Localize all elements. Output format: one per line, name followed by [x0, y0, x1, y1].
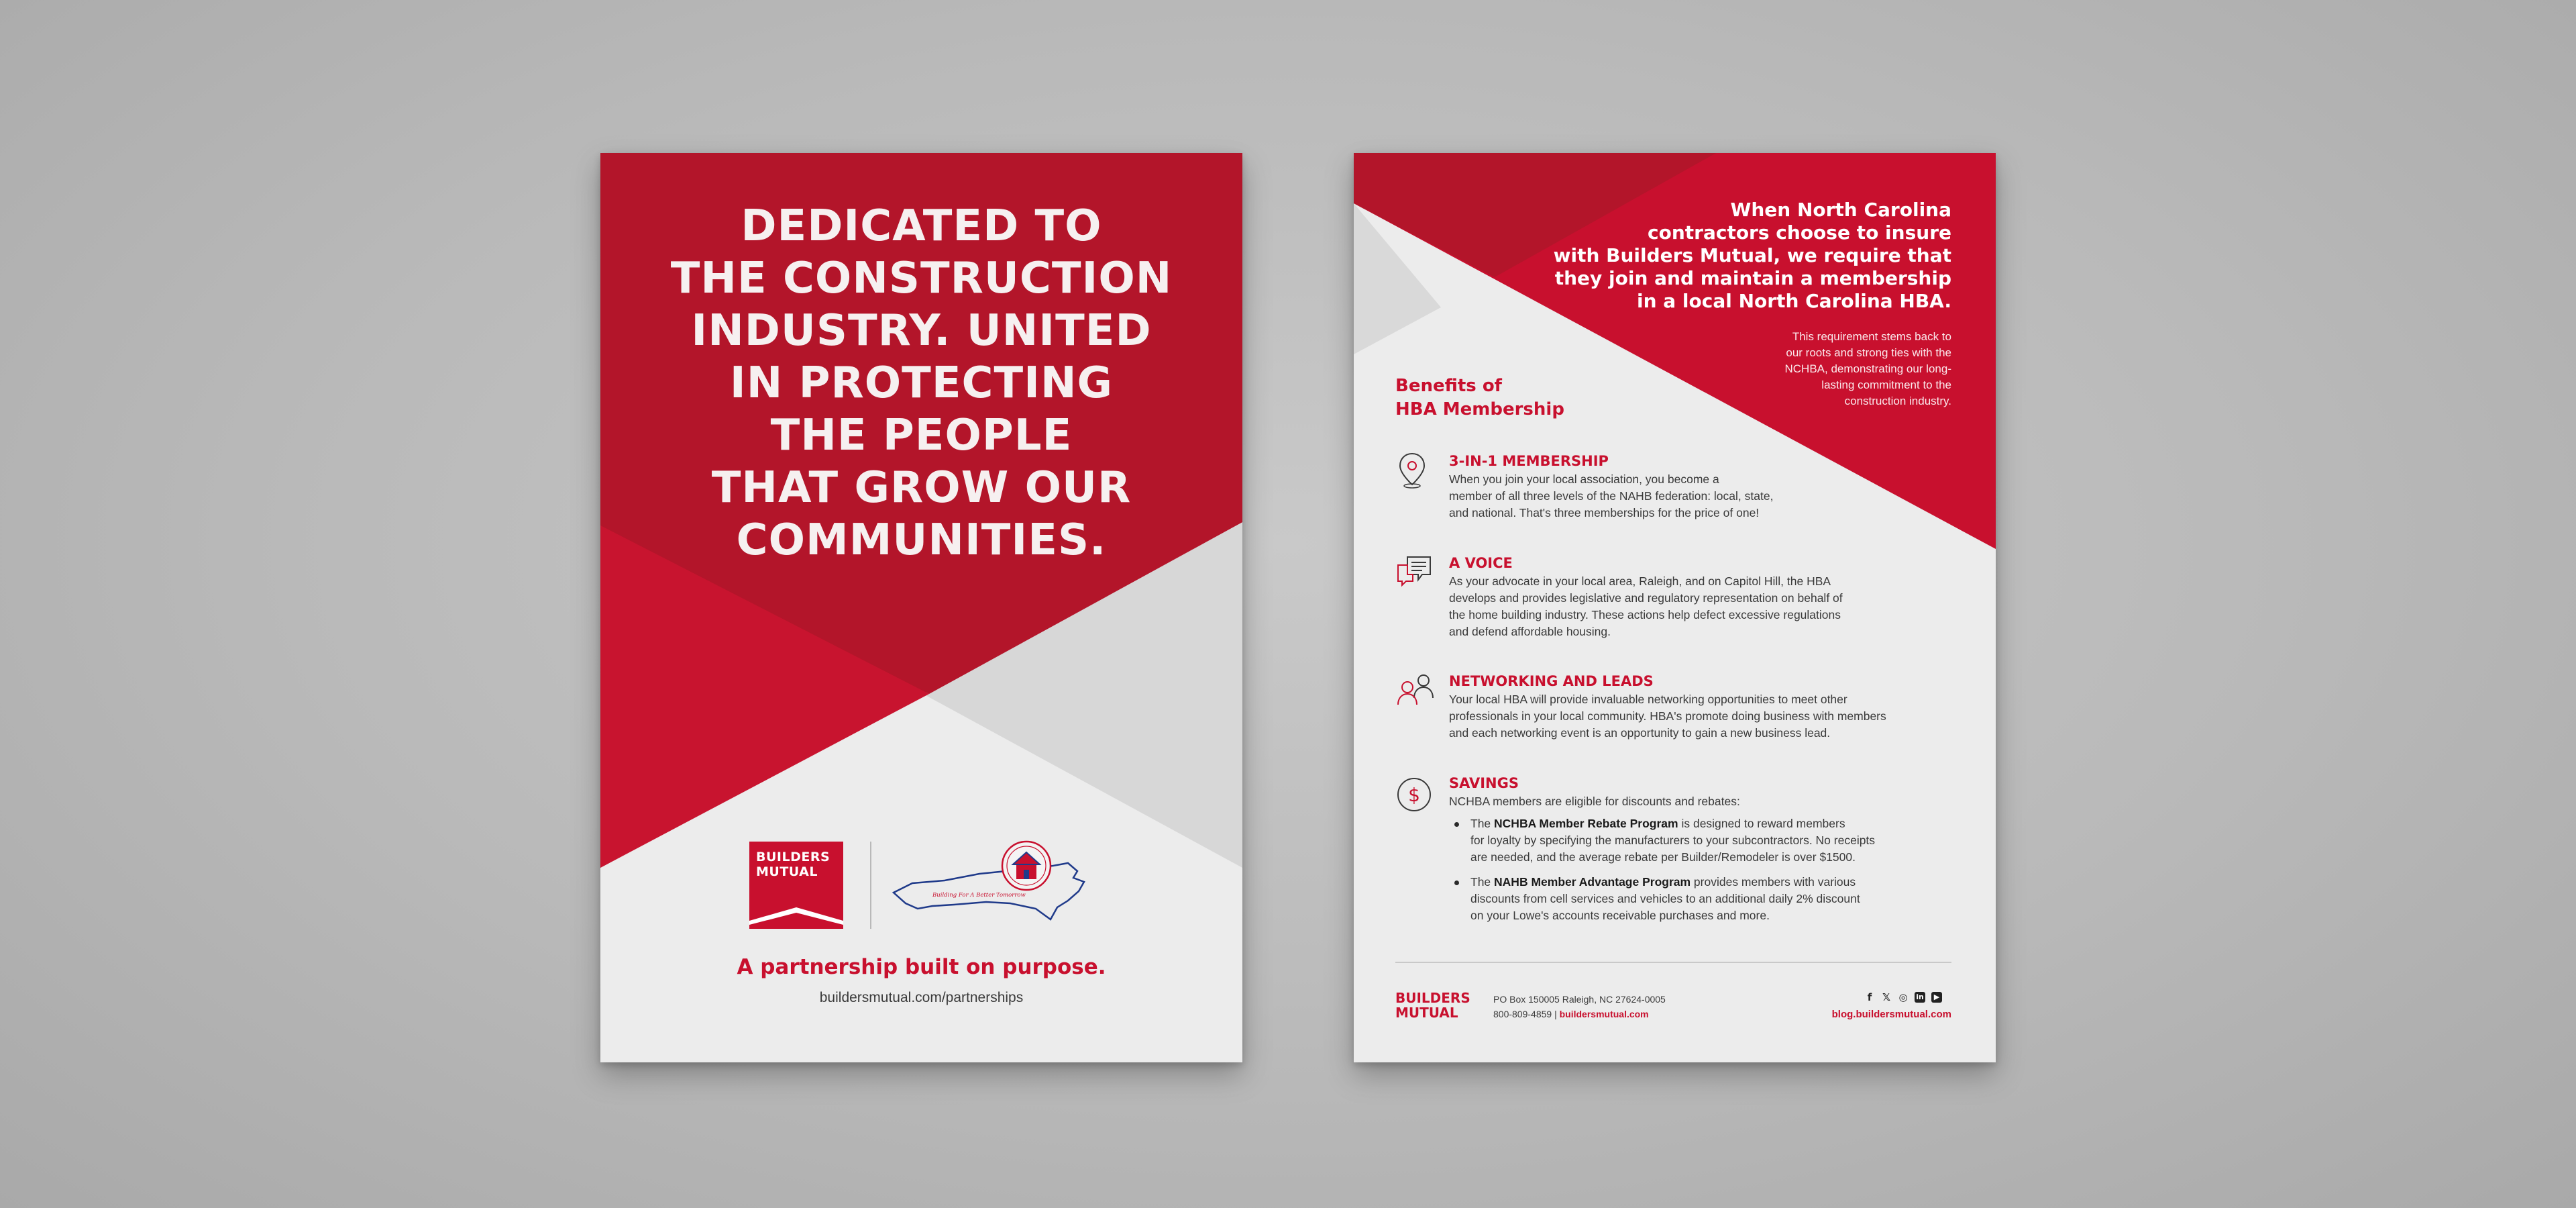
benefit-text	[1449, 793, 1959, 810]
subtext-line: This requirement stems back to	[1792, 330, 1951, 343]
chat-bubbles-icon	[1395, 554, 1433, 588]
benefit-line: develops and provides legislative and regulatory representation on behalf of	[1449, 591, 1843, 605]
headline-line: THAT GROW OUR	[711, 463, 1132, 513]
benefit-line: and each networking event is an opportunity to gain a new business lead.	[1449, 726, 1831, 740]
location-pin-icon	[1395, 451, 1429, 489]
benefit-networking	[1449, 672, 1959, 742]
builders-mutual-logo	[749, 842, 843, 929]
bullet-text: The	[1470, 817, 1495, 830]
headline-line: INDUSTRY. UNITED	[691, 306, 1152, 356]
instagram-icon[interactable]: ◎	[1898, 991, 1908, 1003]
roof-icon	[749, 889, 843, 929]
intro-subtext	[1710, 329, 1951, 409]
benefit-line: professionals in your local community. HBA's promote doing business with members	[1449, 709, 1886, 723]
footer-blog-link[interactable]: blog.buildersmutual.com	[1831, 1009, 1951, 1020]
front-tagline: A partnership built on purpose.	[737, 955, 1106, 979]
subtext-line: our roots and strong ties with the	[1786, 346, 1951, 359]
benefit-title: SAVINGS	[1449, 775, 1519, 791]
benefits-title-line: Benefits of	[1395, 376, 1502, 396]
flyer-back	[1354, 153, 1996, 1062]
partner-logo-text: Building For A Better Tomorrow	[932, 892, 1026, 899]
social-icons	[1864, 992, 1942, 1003]
intro-line: When North Carolina	[1730, 199, 1951, 221]
footer-contact	[1493, 992, 1666, 1021]
bullet-line: for loyalty by specifying the manufacturers to your subcontractors. No receipts	[1470, 834, 1876, 847]
x-twitter-icon[interactable]: 𝕏	[1882, 991, 1891, 1003]
benefit-line: the home building industry. These actions help defect excessive regulations	[1449, 608, 1841, 621]
benefit-line: As your advocate in your local area, Raleigh, and on Capitol Hill, the HBA	[1449, 574, 1831, 588]
logo-divider	[870, 842, 871, 929]
bullet-text: The	[1470, 875, 1495, 889]
benefit-title: 3-IN-1 MEMBERSHIP	[1449, 453, 1609, 469]
bullet-line: are needed, and the average rebate per Builder/Remodeler is over $1500.	[1470, 850, 1856, 864]
program-name: NCHBA Member Rebate Program	[1494, 817, 1678, 830]
bullet-line: discounts from cell services and vehicles to an additional daily 2% discount	[1470, 892, 1860, 905]
benefits-title	[1395, 374, 1564, 421]
program-name: NAHB Member Advantage Program	[1494, 875, 1691, 889]
logo-text-builders: BUILDERS	[756, 850, 830, 864]
bullet-rebate-program	[1449, 815, 1959, 866]
intro-line: contractors choose to insure	[1647, 221, 1951, 244]
benefits-title-line: HBA Membership	[1395, 399, 1564, 419]
benefit-line: Your local HBA will provide invaluable networking opportunities to meet other	[1449, 693, 1847, 706]
facebook-icon[interactable]: f	[1867, 991, 1872, 1003]
svg-text:$: $	[1408, 784, 1420, 806]
benefit-text	[1449, 573, 1959, 640]
bullet-line: on your Lowe's accounts receivable purchases and more.	[1470, 909, 1770, 922]
footer-address: PO Box 150005 Raleigh, NC 27624-0005	[1493, 994, 1666, 1005]
front-headline	[600, 200, 1242, 566]
dollar-circle-icon	[1395, 776, 1433, 813]
bullet-advantage-program	[1449, 874, 1959, 924]
footer-divider	[1395, 962, 1951, 963]
intro-line: with Builders Mutual, we require that	[1553, 244, 1951, 266]
savings-bullets	[1449, 815, 1959, 924]
people-network-icon	[1395, 671, 1436, 709]
intro-line: in a local North Carolina HBA.	[1637, 290, 1951, 312]
footer-logo-line: MUTUAL	[1395, 1005, 1458, 1021]
benefit-text	[1449, 471, 1959, 521]
headline-line: COMMUNITIES.	[736, 515, 1107, 565]
bullet-text: is designed to reward members	[1678, 817, 1845, 830]
headline-line: IN PROTECTING	[729, 358, 1114, 408]
intro-statement	[1536, 199, 1951, 313]
footer-phone: 800-809-4859	[1493, 1009, 1552, 1019]
youtube-icon[interactable]: ▶	[1931, 992, 1942, 1003]
headline-line: DEDICATED TO	[741, 201, 1102, 251]
flyer-front	[600, 153, 1242, 1062]
subtext-line: construction industry.	[1844, 395, 1951, 407]
subtext-line: NCHBA, demonstrating our long-	[1784, 362, 1951, 375]
benefit-savings	[1449, 774, 1959, 932]
benefit-line: member of all three levels of the NAHB federation: local, state,	[1449, 489, 1774, 503]
intro-line: they join and maintain a membership	[1554, 267, 1951, 289]
headline-line: THE PEOPLE	[770, 411, 1073, 460]
front-url: buildersmutual.com/partnerships	[819, 990, 1024, 1005]
footer-logo-line: BUILDERS	[1395, 990, 1470, 1006]
subtext-line: lasting commitment to the	[1821, 379, 1951, 391]
benefit-line: and national. That's three memberships for the price of one!	[1449, 506, 1760, 519]
benefit-text	[1449, 691, 1959, 742]
benefit-3in1	[1449, 452, 1959, 521]
benefit-title: NETWORKING AND LEADS	[1449, 673, 1654, 689]
linkedin-icon[interactable]: in	[1915, 992, 1925, 1003]
benefit-title: A VOICE	[1449, 555, 1513, 571]
benefit-line: and defend affordable housing.	[1449, 625, 1611, 638]
logo-text-mutual: MUTUAL	[756, 864, 818, 879]
nchba-logo	[892, 839, 1100, 929]
benefit-line: When you join your local association, you become a	[1449, 472, 1719, 486]
headline-line: THE CONSTRUCTION	[670, 254, 1173, 303]
bullet-text: provides members with various	[1690, 875, 1856, 889]
footer-logo	[1395, 991, 1470, 1020]
footer-separator: |	[1554, 1009, 1557, 1019]
benefit-voice	[1449, 554, 1959, 640]
benefit-line: NCHBA members are eligible for discounts and rebates:	[1449, 795, 1740, 808]
footer-website-link[interactable]: buildersmutual.com	[1559, 1009, 1649, 1019]
